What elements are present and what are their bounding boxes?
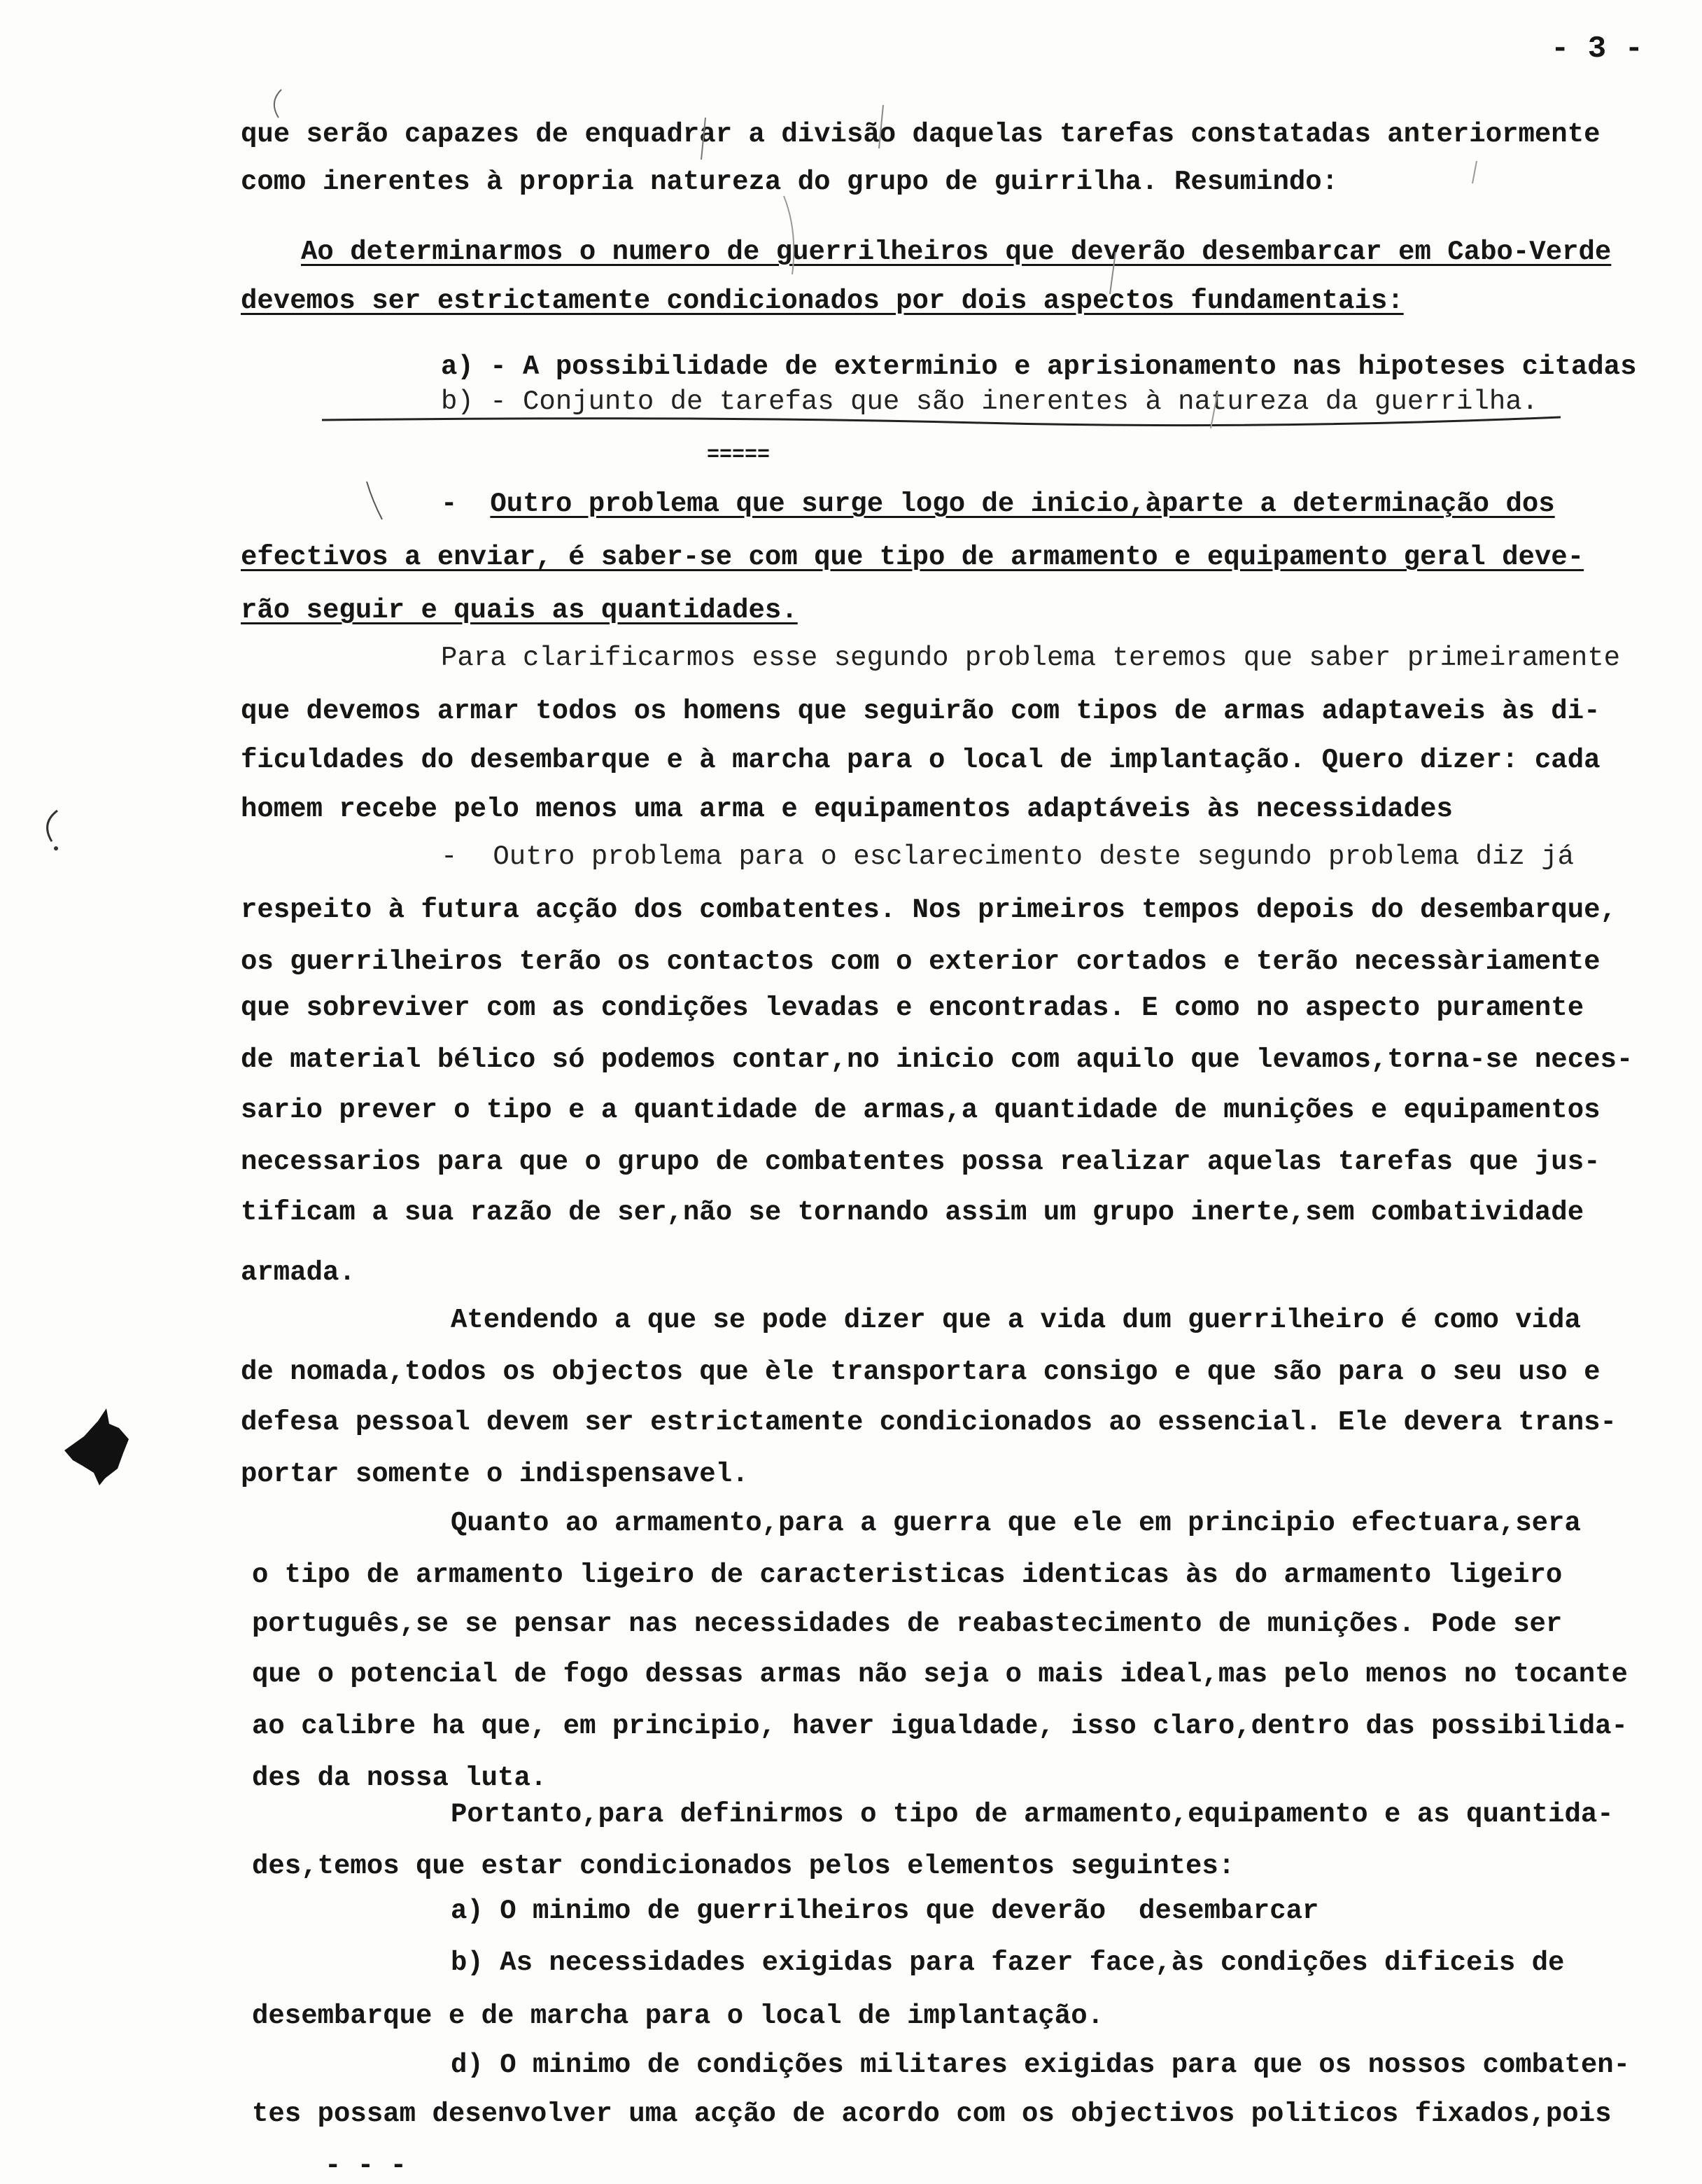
pencil-underline-stroke (322, 417, 1561, 426)
continuation-mark: - - - (325, 2150, 407, 2181)
section-separator: ===== (707, 443, 771, 467)
clarification-line: que devemos armar todos os homens que seguirão com tipos de armas adaptaveis às di- (241, 696, 1601, 727)
armament-line: o tipo de armamento ligeiro de caracteristicas identicas às do armamento ligeiro (252, 1560, 1563, 1590)
future-action-text: Outro problema para o esclarecimento deste segundo problema diz já (493, 841, 1575, 872)
clarification-line: Para clarificarmos esse segundo problema teremos que saber primeiramente (441, 643, 1621, 673)
condition-item-continuation: desembarque e de marcha para o local de implantação. (252, 2001, 1104, 2031)
condition-item: a) O minimo de guerrilheiros que deverão desembarcar (451, 1896, 1319, 1926)
condition-item-continuation: tes possam desenvolver uma acção de acordo com os objectivos politicos fixados,pois (252, 2099, 1612, 2129)
second-problem-line (441, 490, 1555, 518)
armament-line: des da nossa luta. (252, 1763, 547, 1793)
nomad-life-line: portar somente o indispensavel. (241, 1459, 749, 1490)
second-problem-line: rão seguir e quais as quantidades. (241, 595, 798, 626)
armament-line: Quanto ao armamento,para a guerra que ele em principio efectuara,sera (451, 1508, 1581, 1539)
pencil-dot (54, 846, 58, 850)
second-problem-text: Outro problema que surge logo de inicio,àparte a determinação dos (490, 489, 1555, 519)
nomad-life-line: Atendendo a que se pode dizer que a vida dum guerrilheiro é como vida (451, 1305, 1581, 1336)
future-action-line: armada. (241, 1257, 356, 1288)
intro-line: como inerentes à propria natureza do grupo de guirrilha. Resumindo: (241, 167, 1339, 197)
aspect-item: a) - A possibilidade de exterminio e aprisionamento nas hipoteses citadas (441, 351, 1637, 382)
nomad-life-line: defesa pessoal devem ser estrictamente condicionados ao essencial. Ele devera trans- (241, 1407, 1617, 1438)
ink-blot (64, 1408, 129, 1485)
future-action-line: sario prever o tipo e a quantidade de armas,a quantidade de munições e equipamentos (241, 1095, 1601, 1126)
armament-line: que o potencial de fogo dessas armas não seja o mais ideal,mas pelo menos no tocante (252, 1659, 1628, 1690)
condition-item: d) O minimo de condições militares exigidas para que os nossos combaten- (451, 2050, 1631, 2080)
determination-line: devemos ser estrictamente condicionados por dois aspectos fundamentais: (241, 286, 1404, 316)
future-action-line: tificam a sua razão de ser,não se tornando assim um grupo inerte,sem combatividade (241, 1197, 1584, 1228)
conditions-intro-line: Portanto,para definirmos o tipo de armamento,equipamento e as quantida- (451, 1799, 1614, 1830)
future-action-line: necessarios para que o grupo de combatentes possa realizar aquelas tarefas que jus- (241, 1147, 1601, 1177)
aspect-item: b) - Conjunto de tarefas que são inerentes à natureza da guerrilha. (441, 386, 1539, 417)
pencil-stroke (367, 482, 382, 519)
clarification-line: homem recebe pelo menos uma arma e equipamentos adaptáveis às necessidades (241, 794, 1453, 825)
pencil-stroke (274, 90, 281, 118)
determination-line: Ao determinarmos o numero de guerrilheiros que deverão desembarcar em Cabo-Verde (301, 237, 1612, 267)
future-action-line (441, 843, 1574, 871)
future-action-line: de material bélico só podemos contar,no inicio com aquilo que levamos,torna-se neces- (241, 1044, 1633, 1075)
intro-line: que serão capazes de enquadrar a divisão daquelas tarefas constatadas anteriormente (241, 119, 1601, 150)
clarification-line: ficuldades do desembarque e à marcha para o local de implantação. Quero dizer: cada (241, 745, 1601, 776)
future-action-line: que sobreviver com as condições levadas e encontradas. E como no aspecto puramente (241, 993, 1584, 1023)
armament-line: ao calibre ha que, em principio, haver igualdade, isso claro,dentro das possibilida- (252, 1711, 1628, 1742)
pencil-mark (48, 811, 57, 841)
nomad-life-line: de nomada,todos os objectos que èle transportara consigo e que são para o seu uso e (241, 1357, 1601, 1387)
future-action-line: respeito à futura acção dos combatentes. Nos primeiros tempos depois do desembarque, (241, 895, 1617, 925)
page-number: - 3 - (1551, 31, 1644, 66)
second-problem-line: efectivos a enviar, é saber-se com que tipo de armamento e equipamento geral deve- (241, 542, 1584, 573)
armament-line: português,se se pensar nas necessidades de reabastecimento de munições. Pode ser (252, 1609, 1563, 1639)
dash-bullet: - (441, 489, 458, 519)
dash-bullet: - (441, 841, 458, 872)
conditions-intro-line: des,temos que estar condicionados pelos elementos seguintes: (252, 1851, 1235, 1882)
pencil-stroke (1472, 161, 1477, 183)
condition-item: b) As necessidades exigidas para fazer face,às condições dificeis de (451, 1947, 1565, 1978)
future-action-line: os guerrilheiros terão os contactos com o exterior cortados e terão necessàriamente (241, 946, 1601, 977)
